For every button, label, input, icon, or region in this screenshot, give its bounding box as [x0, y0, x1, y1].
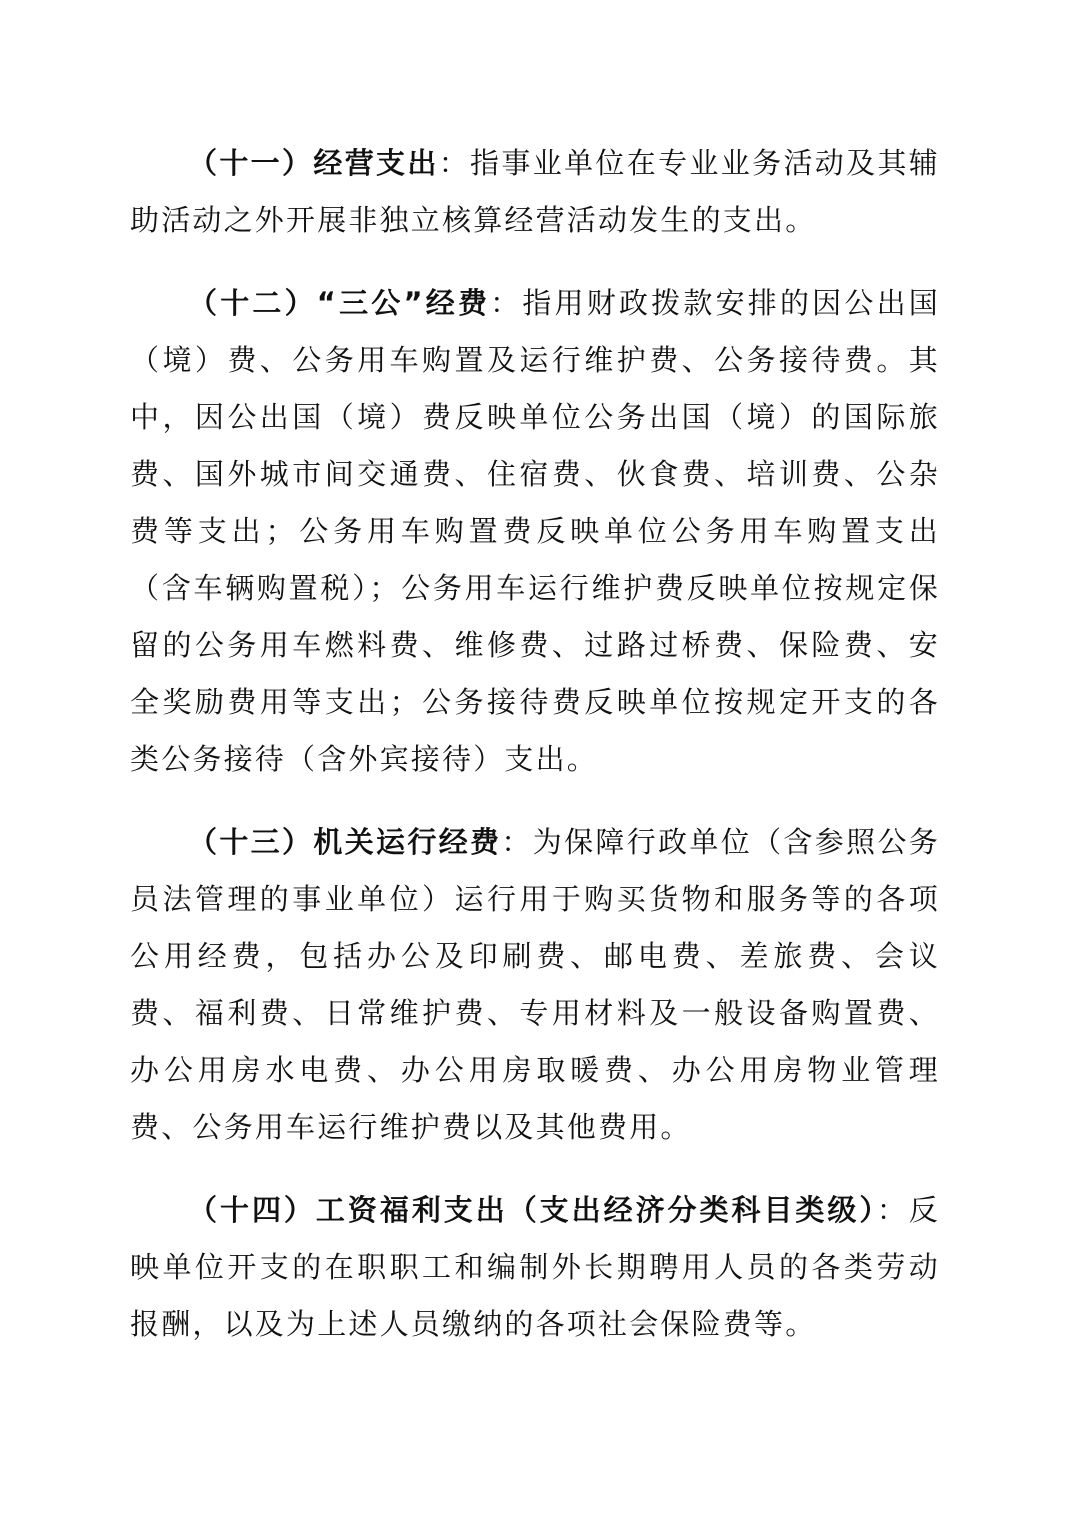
definition-operating-expenditure: ：指事业单位在专业业务活动及其辅助活动之外开展非独立核算经营活动发生的支出。 [130, 146, 940, 237]
paragraph-operating-expenditure [130, 135, 940, 249]
paragraph-wage-welfare-expenditure [130, 1182, 940, 1353]
paragraph-agency-operating-funds [130, 814, 940, 1156]
definition-agency-operating-funds: ：为保障行政单位（含参照公务员法管理的事业单位）运行用于购买货物和服务等的各项公用经费，包括办公及印刷费、邮电费、差旅费、会议费、福利费、日常维护费、专用材料及一般设备购置费、办公用房水电费、办公用房取暖费、办公用房物业管理费、公务用车运行维护费以及其他费用。 [130, 825, 940, 1144]
definition-three-public-expenses: ：指用财政拨款安排的因公出国（境）费、公务用车购置及运行维护费、公务接待费。其中，因公出国（境）费反映单位公务出国（境）的国际旅费、国外城市间交通费、住宿费、伙食费、培训费、公杂费等支出；公务用车购置费反映单位公务用车购置支出（含车辆购置税）；公务用车运行维护费反映单位按规定保留的公务用车燃料费、维修费、过路过桥费、保险费、安全奖励费用等支出；公务接待费反映单位按规定开支的各类公务接待（含外宾接待）支出。 [130, 286, 940, 776]
term-operating-expenditure: （十一）经营支出 [188, 146, 439, 180]
term-three-public-expenses: （十二）“三公”经费 [188, 286, 491, 320]
term-agency-operating-funds: （十三）机关运行经费 [188, 825, 502, 859]
document-body [130, 135, 940, 1379]
term-wage-welfare-expenditure: （十四）工资福利支出（支出经济分类科目类级） [188, 1193, 877, 1227]
definition-wage-welfare-expenditure: ：反映单位开支的在职职工和编制外长期聘用人员的各类劳动报酬，以及为上述人员缴纳的各项社会保险费等。 [130, 1193, 940, 1341]
paragraph-three-public-expenses [130, 275, 940, 788]
